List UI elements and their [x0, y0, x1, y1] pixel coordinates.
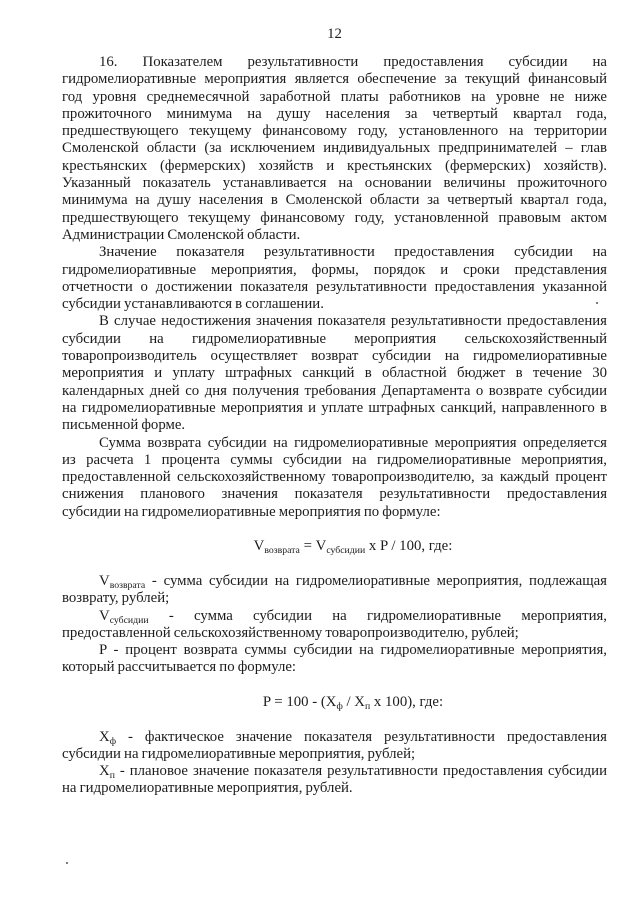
paragraph-line: прожиточного минимума на душу населения за четвертый квартал года, [62, 105, 607, 122]
definition-symbol: V [99, 572, 110, 589]
paragraph-indicator-value [62, 244, 607, 313]
definition-subscript: субсидии [109, 614, 149, 626]
definition-p-percent [62, 642, 607, 677]
paragraph-line: субсидии на гидромелиоративные мероприятия по формуле: [62, 503, 441, 520]
definition-symbol: X [99, 728, 110, 745]
formula-subscript: ф [336, 700, 343, 712]
formula-text: = V [299, 538, 327, 555]
definition-subscript: возврата [109, 579, 146, 591]
definition-v-subsidy [62, 608, 607, 643]
definition-line: который рассчитывается по формуле: [62, 659, 297, 676]
paragraph-line: мероприятия и уплату штрафных санкций в областной бюджет в течение 30 [62, 365, 607, 382]
paragraph-line: предшествующего текущему финансовому году, установленной правовым актом [62, 209, 607, 226]
paragraph-line: В случае недостижения значения показателя результативности предоставления [99, 313, 607, 330]
paragraph-line: крестьянских (фермерских) хозяйств и крестьянских (фермерских) хозяйств). [62, 157, 607, 174]
paragraph-performance-indicator [62, 54, 607, 244]
paragraph-line: гидромелиоративные мероприятия является обеспечение за текущий финансовый [62, 71, 607, 88]
definition-line: на гидромелиоративные мероприятия, рублей. [62, 780, 353, 797]
paragraph-line: Смоленской области (за исключением индивидуальных предпринимателей – глав [62, 140, 607, 157]
paragraph-line: предоставленной сельскохозяйственному товаропроизводителю, за каждый процент [62, 469, 607, 486]
definition-symbol: V [99, 607, 110, 624]
paragraph-line: Указанный показатель устанавливается на основании величины прожиточного [62, 175, 607, 192]
definition-symbol: X [99, 763, 110, 780]
paragraph-line: на гидромелиоративные мероприятия и уплате штрафных санкций, направленного в [62, 399, 607, 416]
definition-line: предоставленной сельскохозяйственному товаропроизводителю, рублей; [62, 624, 519, 641]
definition-line [62, 763, 607, 780]
paragraph-line: Администрации Смоленской области. [62, 226, 301, 243]
definition-line: возврату, рублей; [62, 590, 170, 607]
paragraph-line: минимума на душу населения в Смоленской области за четвертый квартал года, [62, 192, 607, 209]
paragraph-line: календарных дней со дня получения требования Департамента о возврате субсидии [62, 382, 607, 399]
paragraph-refund-obligation [62, 313, 607, 434]
definition-line [62, 642, 607, 659]
scan-speck [596, 302, 598, 304]
paragraph-line: субсидии на гидромелиоративные мероприятия сельскохозяйственный [62, 330, 607, 347]
formula-symbol: V [253, 538, 265, 555]
definition-x-actual [62, 729, 607, 764]
definition-v-refund [62, 573, 607, 608]
paragraph-line: 16. Показателем результативности предоставления субсидии на [99, 54, 607, 70]
definition-symbol: P [99, 642, 107, 659]
paragraph-line: снижения планового значения показателя результативности предоставления [62, 486, 607, 503]
paragraph-line: отчетности о достижении показателя результативности предоставления указанной [62, 278, 607, 295]
definition-text: - фактическое значение показателя результативности предоставления [116, 728, 607, 745]
definition-line [62, 608, 607, 625]
paragraph-line: Значение показателя результативности предоставления субсидии на [99, 244, 607, 261]
definition-subscript: ф [109, 735, 117, 747]
paragraph-refund-amount [62, 435, 607, 521]
definition-line [62, 573, 607, 590]
paragraph-line: год уровня среднемесячной заработной платы работников на уровне не ниже [62, 88, 607, 105]
definition-line [62, 729, 607, 746]
formula-refund-percent [62, 694, 607, 711]
paragraph-line: гидромелиоративные мероприятия, формы, порядок и сроки представления [62, 261, 607, 278]
formula-refund-amount [62, 538, 607, 555]
paragraph-line: товаропроизводитель осуществляет возврат субсидии на гидромелиоративные [62, 348, 607, 365]
paragraph-line: Сумма возврата субсидии на гидромелиоративные мероприятия определяется [99, 434, 607, 451]
paragraph-line: письменной форме. [62, 417, 186, 434]
formula-subscript: субсидии [326, 545, 366, 557]
formula-subscript: возврата [264, 545, 300, 557]
definition-x-planned [62, 763, 607, 798]
paragraph-line: из расчета 1 процента суммы субсидии на гидромелиоративные мероприятия, [62, 451, 607, 468]
scan-speck [66, 862, 68, 864]
paragraph-line: субсидии устанавливаются в соглашении. [62, 296, 324, 313]
formula-text: P = 100 - (X [262, 693, 337, 710]
definition-text: - плановое значение показателя результативности предоставления субсидии [114, 763, 607, 780]
definition-text: - сумма субсидии на гидромелиоративные мероприятия, подлежащая [145, 572, 607, 589]
page-number: 12 [327, 26, 342, 42]
paragraph-line: предшествующего текущему финансовому году, установленного на территории [62, 123, 607, 140]
definition-subscript: п [109, 770, 115, 782]
document-body [62, 54, 607, 798]
formula-text: x 100), где: [370, 693, 444, 710]
definition-text: - процент возврата суммы субсидии на гидромелиоративные мероприятия, [106, 642, 607, 659]
formula-text: / X [342, 693, 365, 710]
definition-line: субсидии на гидромелиоративные мероприятия, рублей; [62, 745, 416, 762]
formula-subscript: п [365, 700, 371, 712]
formula-text: x P / 100, где: [365, 538, 453, 555]
definition-text: - сумма субсидии на гидромелиоративные мероприятия, [148, 607, 607, 624]
